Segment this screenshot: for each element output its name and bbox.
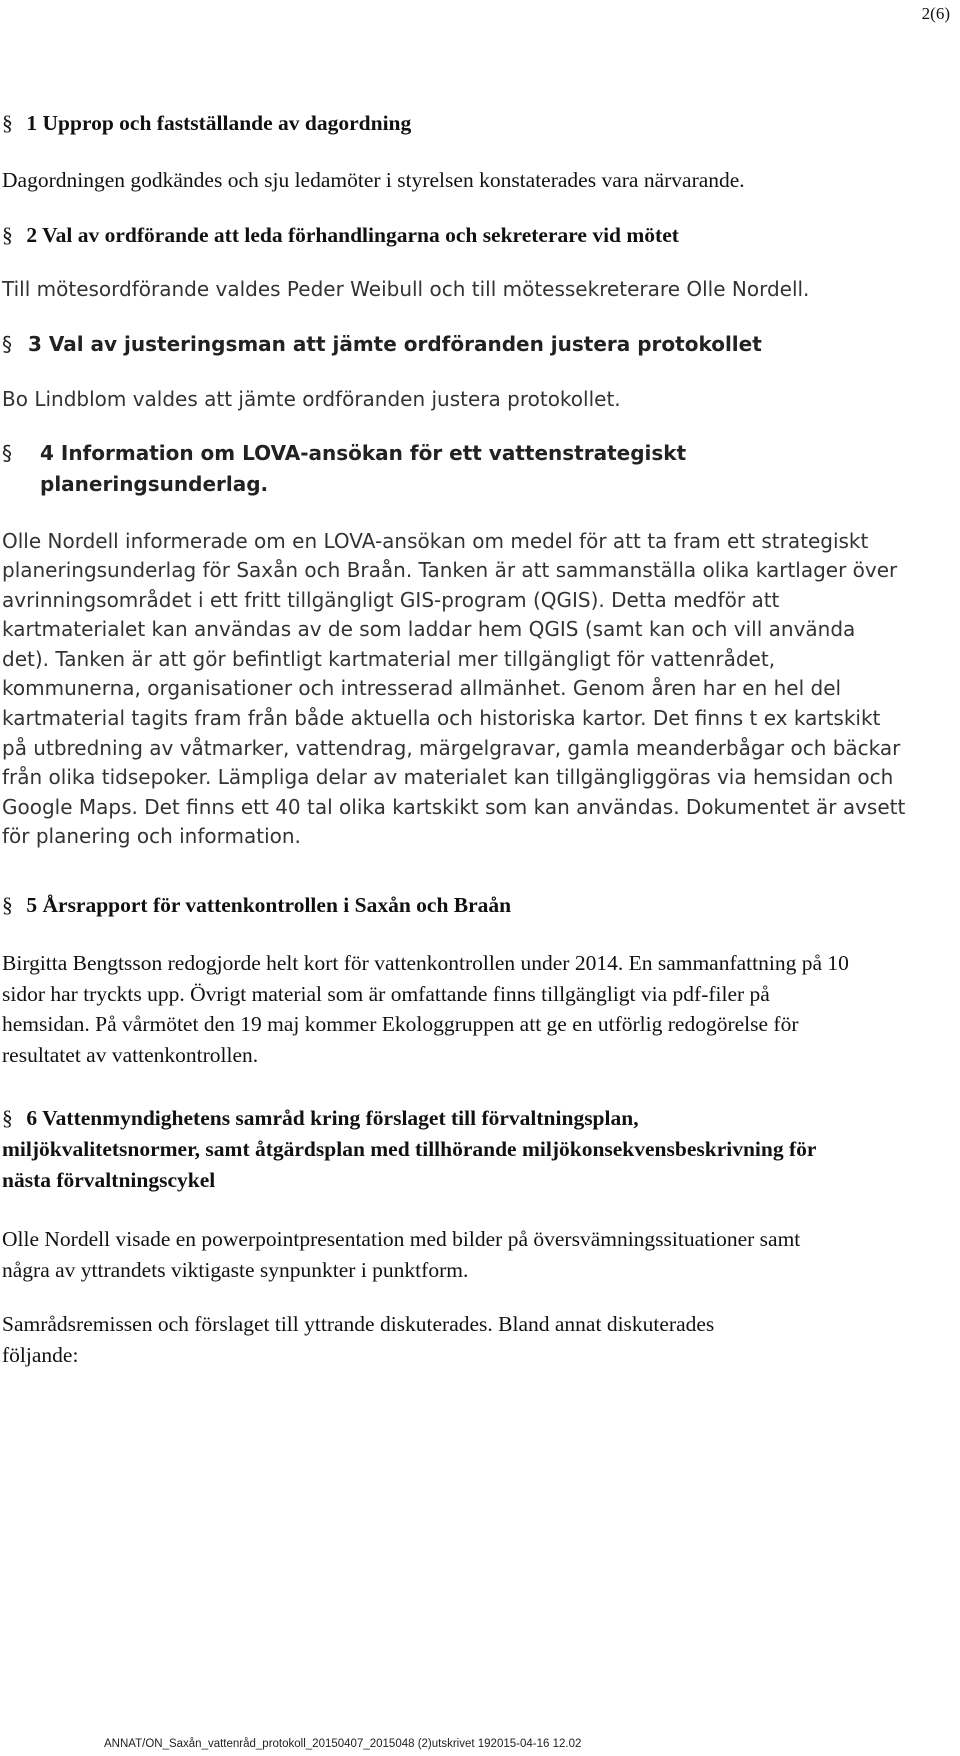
section-6-paragraph-1: Olle Nordell visade en powerpointpresentation med bilder på översvämningssituationer samt några av yttrandets viktigaste synpunkter i punktform. xyxy=(2,1227,801,1282)
section-4-paragraph: Olle Nordell informerade om en LOVA-ansökan om medel för att ta fram ett strategiskt planeringsunderlag för Saxån och Braån. Tanken är att sammanställa olika kartlager över avrinningsområdet i ett fritt tillgängligt GIS-program (QGIS). Detta medför att kartmaterialet kan användas av de som laddar hem QGIS (samt kan och vill använda det). Tanken är att gör befintligt kartmaterial mer tillgängligt för vattenrådet, kommunerna, organisationer och intresserad allmänhet. Genom åren har en hel del kartmaterial tagits fram från både aktuella och historiska kartor. Det finns t ex kartskikt på utbredning av våtmarker, vattendrag, märgelgravar, gamla meanderbågar och bäckar från olika tidsepoker. Lämpliga delar av materialet kan tillgängliggöras via hemsidan och Google Maps. Det finns ett 40 tal olika kartskikt som kan användas. Dokumentet är avsett för planering och information. xyxy=(2,528,906,849)
section-2-heading xyxy=(2,220,947,251)
section-2-paragraph: Till mötesordförande valdes Peder Weibull och till mötessekreterare Olle Nordell. xyxy=(2,276,810,301)
section-5-paragraph: Birgitta Bengtsson redogjorde helt kort för vattenkontrollen under 2014. En sammanfattning på 10 sidor har tryckts upp. Övrigt material som är omfattande finns tillgängligt via pdf-filer på hemsidan. På vårmötet den 19 maj kommer Ekologgruppen att ge en utförlig redogörelse för resultatet av vattenkontrollen. xyxy=(2,951,849,1067)
section-3-paragraph: Bo Lindblom valdes att jämte ordföranden justera protokollet. xyxy=(2,387,621,411)
section-3-heading xyxy=(2,329,947,360)
page-number: 2(6) xyxy=(921,4,950,23)
section-symbol: § xyxy=(2,111,13,135)
section-4-title: 4 Information om LOVA-ansökan för ett vattenstrategiskt planeringsunderlag. xyxy=(40,440,687,496)
section-3-title: 3 Val av justeringsman att jämte ordföranden justera protokollet xyxy=(27,332,762,356)
section-1-heading xyxy=(2,108,947,139)
section-6-title: 6 Vattenmyndighetens samråd kring förslaget till förvaltningsplan, miljökvalitetsnormer, samt åtgärdsplan med tillhörande miljökonsekvensbeskrivning för nästa förvaltningscykel xyxy=(2,1106,817,1193)
section-6-heading xyxy=(2,1103,832,1196)
document-footer: ANNAT/ON_Saxån_vattenråd_protokoll_20150407_2015048 (2)utskrivet 192015-04-16 12.02 xyxy=(104,1738,582,1750)
section-1-title: 1 Upprop och fastställande av dagordning xyxy=(26,111,412,135)
section-symbol: § xyxy=(2,222,13,247)
document-body xyxy=(2,108,947,1370)
section-symbol: § xyxy=(2,1106,13,1131)
section-5-title: 5 Årsrapport för vattenkontrollen i Saxån och Braån xyxy=(26,893,512,918)
section-6-paragraph-2: Samrådsremissen och förslaget till yttrande diskuterades. Bland annat diskuterades följande: xyxy=(2,1312,715,1367)
section-symbol: § xyxy=(2,332,12,356)
section-symbol: § xyxy=(2,893,13,918)
section-1-paragraph: Dagordningen godkändes och sju ledamöter i styrelsen konstaterades vara närvarande. xyxy=(2,168,745,192)
section-symbol: § xyxy=(2,440,12,465)
section-2-title: 2 Val av ordförande att leda förhandlingarna och sekreterare vid mötet xyxy=(26,222,679,247)
section-5-heading xyxy=(2,890,947,921)
section-4-heading xyxy=(2,438,740,500)
